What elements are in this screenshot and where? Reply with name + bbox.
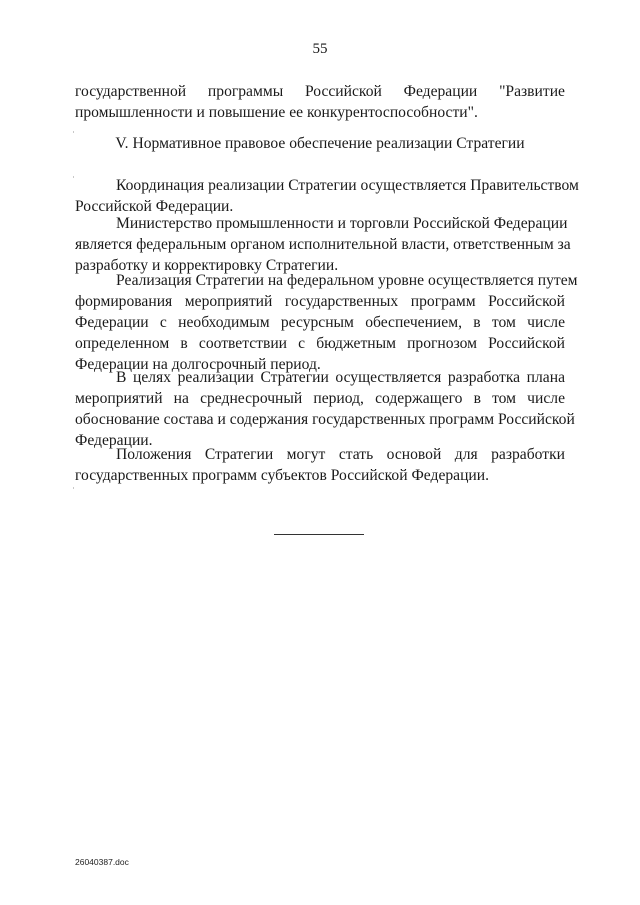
paragraph-line: Российской Федерации. — [75, 198, 234, 215]
intro-text — [75, 81, 565, 123]
scan-artifact — [73, 487, 74, 489]
paragraph-line: мероприятий на среднесрочный период, содержащего в том числе — [75, 390, 565, 407]
paragraph-4 — [75, 367, 575, 451]
intro-line-2: промышленности и повышение ее конкурентоспособности". — [75, 104, 478, 121]
paragraph-3 — [75, 270, 578, 375]
paragraph-line: Координация реализации Стратегии осуществляется Правительством — [116, 177, 579, 194]
paragraph-line: является федеральным органом исполнительной власти, ответственным за — [75, 236, 571, 253]
paragraph-1 — [75, 175, 579, 217]
intro-word: программы — [207, 83, 284, 100]
intro-word: государственной — [75, 83, 187, 100]
paragraph-line: Реализация Стратегии на федеральном уровне осуществляется путем — [116, 272, 578, 289]
paragraph-line: обоснование состава и содержания государственных программ Российской — [75, 411, 575, 428]
paragraph-line: Министерство промышленности и торговли Российской Федерации — [116, 215, 568, 232]
scan-artifact — [73, 131, 74, 133]
paragraph-line: определенном в соответствии с бюджетным прогнозом Российской — [75, 335, 565, 352]
paragraph-line: В целях реализации Стратегии осуществляется разработка плана — [116, 369, 565, 386]
intro-word: "Развитие — [499, 83, 565, 100]
section-heading: V. Нормативное правовое обеспечение реализации Стратегии — [115, 135, 525, 152]
paragraph-line: государственных программ субъектов Российской Федерации. — [75, 467, 490, 484]
paragraph-2 — [75, 213, 571, 276]
paragraph-line: разработку и корректировку Стратегии. — [75, 257, 339, 274]
paragraph-line: формирования мероприятий государственных программ Российской — [75, 293, 565, 310]
intro-word: Федерации — [403, 83, 478, 100]
paragraph-line: Федерации. — [75, 432, 153, 449]
page-number: 55 — [312, 41, 328, 57]
paragraph-line: Федерации на долгосрочный период. — [75, 356, 321, 373]
paragraph-line: Федерации с необходимым ресурсным обеспечением, в том числе — [75, 314, 565, 331]
intro-line-1 — [75, 81, 565, 102]
scan-artifact — [73, 176, 74, 178]
footer-filename: 26040387.doc — [75, 857, 129, 867]
paragraph-5 — [75, 444, 565, 486]
intro-word: Российской — [304, 83, 382, 100]
paragraph-line: Положения Стратегии могут стать основой для разработки — [116, 446, 565, 463]
end-separator-line — [274, 534, 364, 535]
